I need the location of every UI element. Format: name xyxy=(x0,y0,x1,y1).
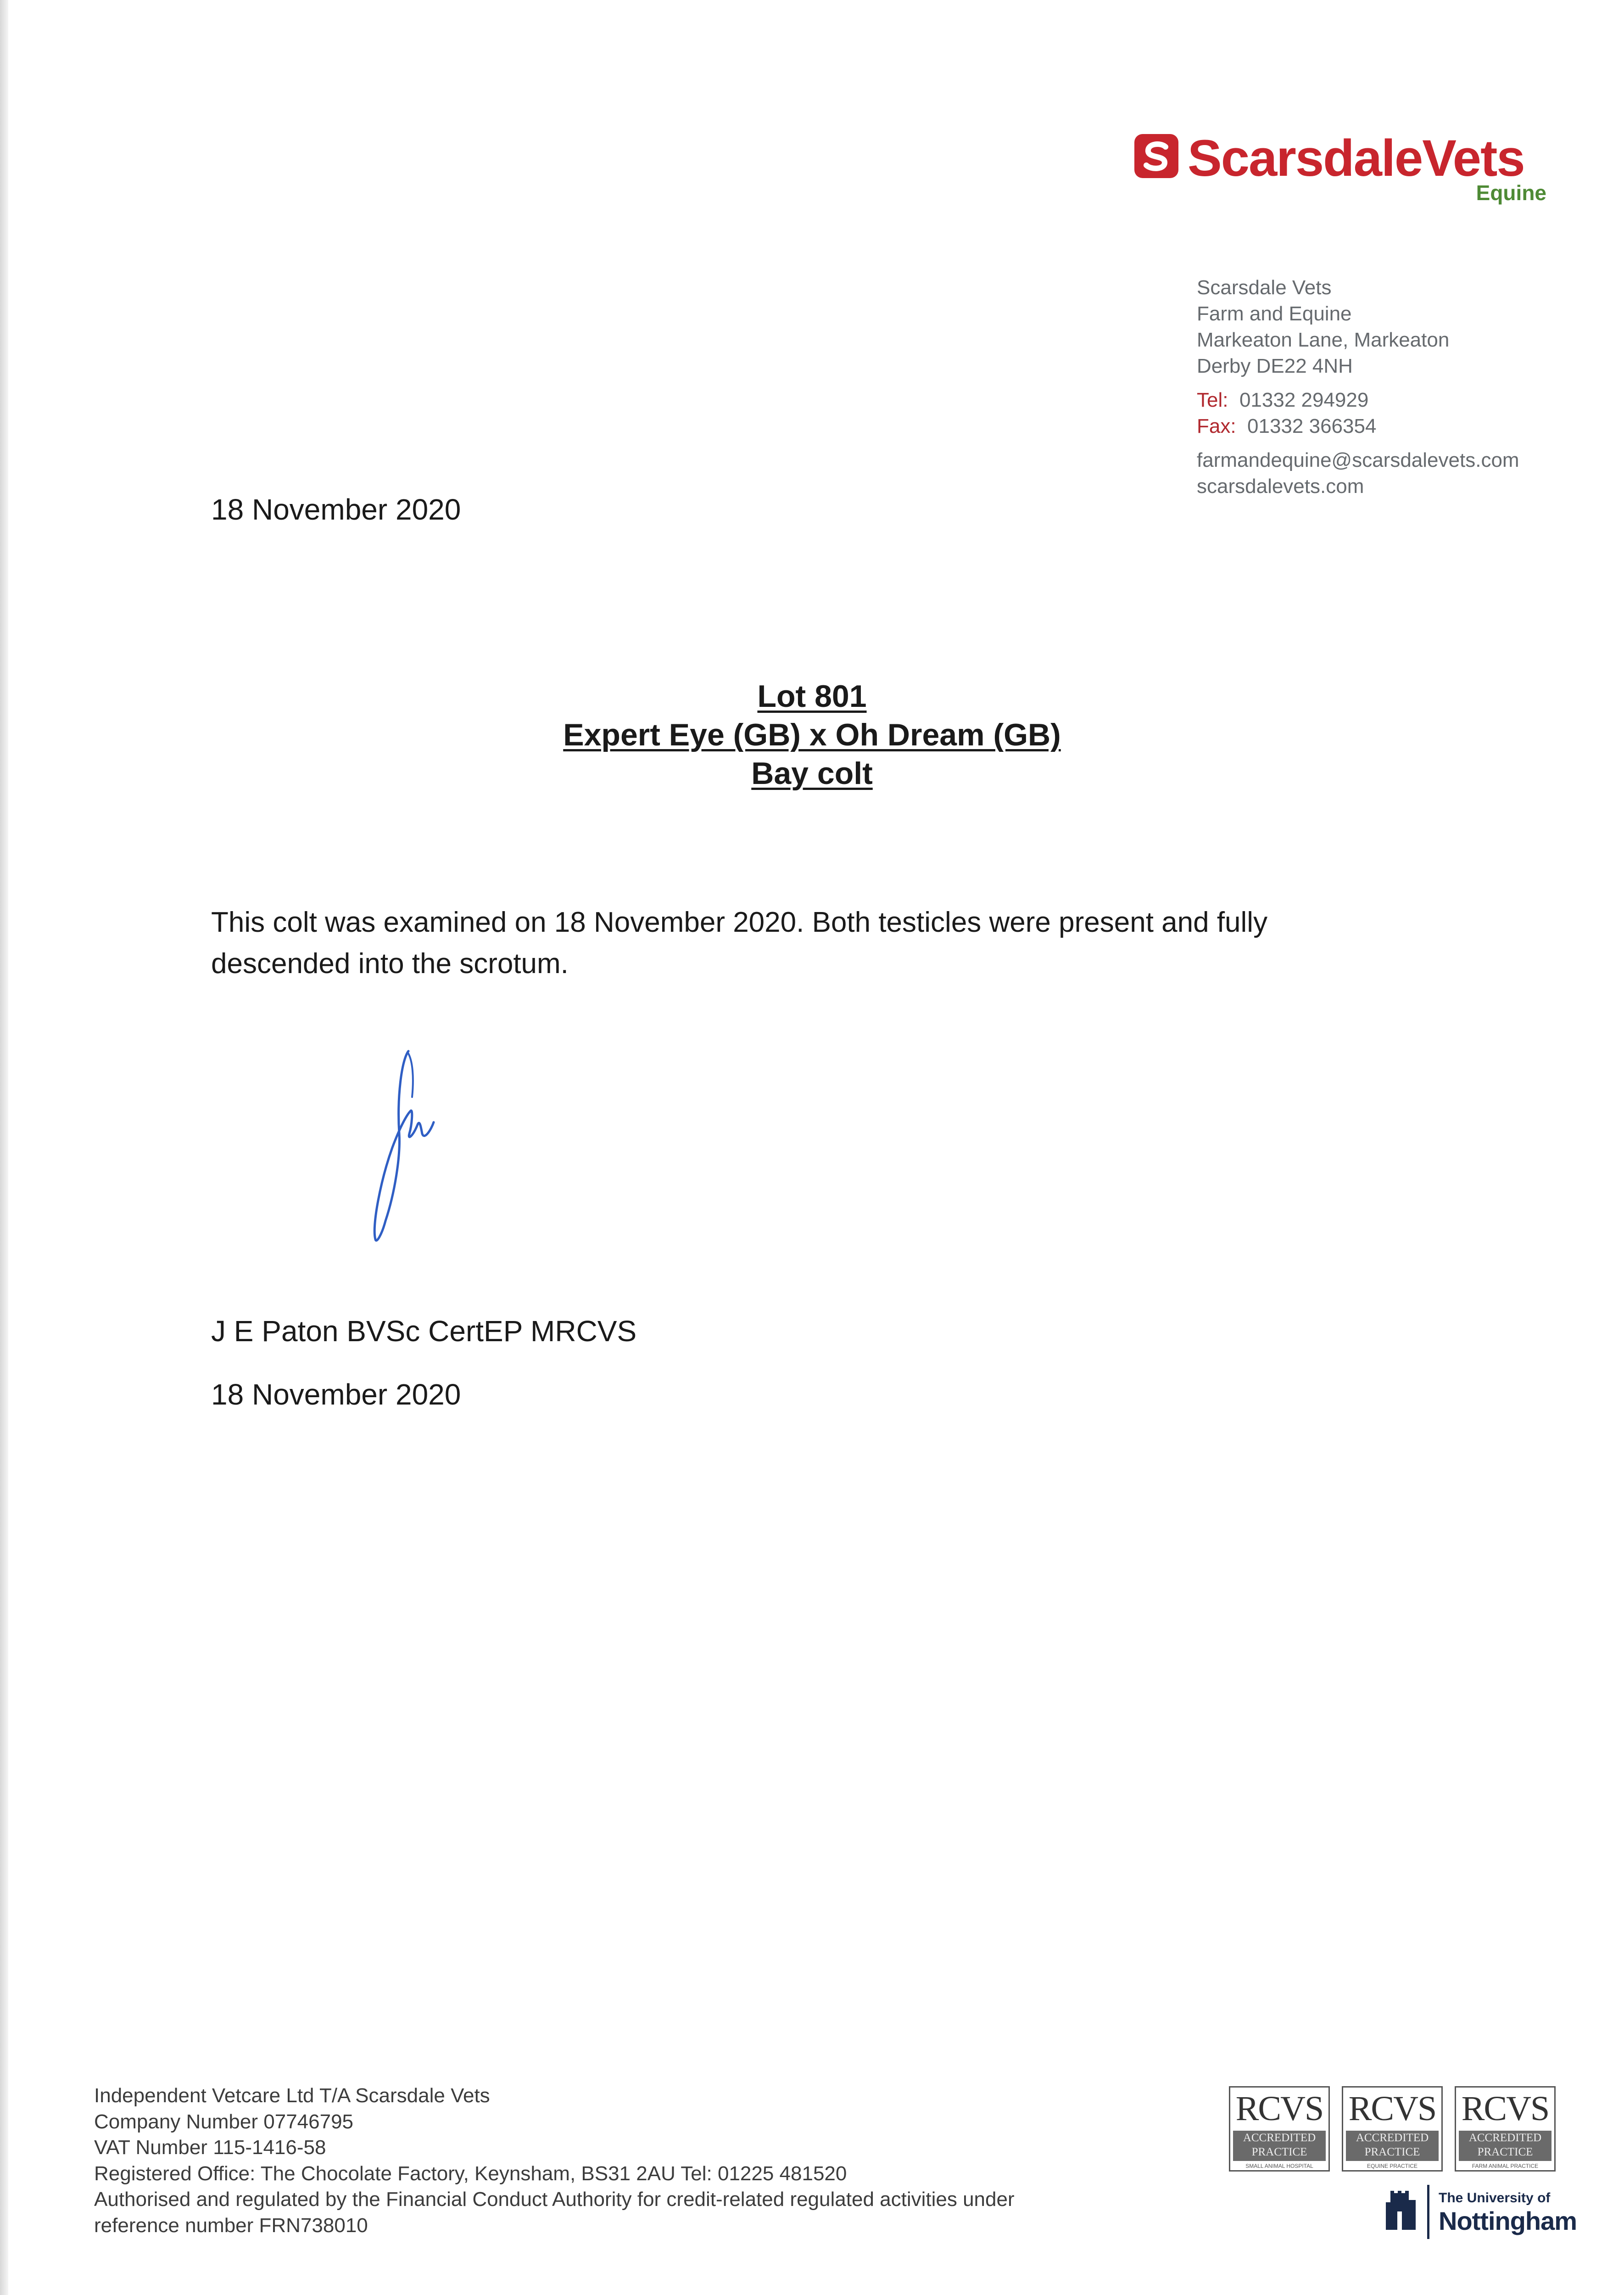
logo-brand-part2: Vets xyxy=(1422,129,1524,187)
heading-breeding: Expert Eye (GB) x Oh Dream (GB) xyxy=(563,717,1061,752)
university-line2: Nottingham xyxy=(1439,2206,1577,2235)
rcvs-badge-title: RCVS xyxy=(1348,2089,1436,2128)
rcvs-badges xyxy=(1229,2086,1556,2172)
footer-line3: VAT Number 115-1416-58 xyxy=(94,2136,326,2159)
body-line1: This colt was examined on 18 November 2020. Both testicles were present and fully xyxy=(211,907,1268,938)
email-address: farmandequine@scarsdalevets.com xyxy=(1197,449,1519,471)
logo-brand-part1: Scarsdale xyxy=(1188,129,1423,187)
footer-line4: Registered Office: The Chocolate Factory, Keynsham, BS31 2AU Tel: 01225 481520 xyxy=(94,2162,847,2185)
rcvs-badge-farm-animal xyxy=(1455,2086,1556,2172)
footer-line6: reference number FRN738010 xyxy=(94,2214,368,2237)
footer-line5: Authorised and regulated by the Financial Conduct Authority for credit-related regulated activities under xyxy=(94,2188,1015,2211)
rcvs-badge-accredited: ACCREDITED PRACTICE xyxy=(1346,2131,1439,2161)
rcvs-badge-accredited: ACCREDITED PRACTICE xyxy=(1233,2131,1326,2161)
university-line1: The University of xyxy=(1439,2190,1551,2205)
letter-heading xyxy=(0,677,1624,793)
fax-number: 01332 366354 xyxy=(1247,415,1377,437)
scarsdale-vets-logo xyxy=(1133,129,1546,211)
address-line3: Markeaton Lane, Markeaton xyxy=(1197,329,1450,351)
address-line1: Scarsdale Vets xyxy=(1197,276,1332,299)
university-crest-icon xyxy=(1381,2189,1423,2234)
letter-body xyxy=(211,902,1404,985)
rcvs-badge-type: FARM ANIMAL PRACTICE xyxy=(1472,2163,1539,2169)
scarsdale-s-mark-icon xyxy=(1133,133,1179,179)
tel-label: Tel: xyxy=(1197,389,1228,411)
rcvs-badge-accredited: ACCREDITED PRACTICE xyxy=(1459,2131,1551,2161)
logo-subtitle: Equine xyxy=(1476,181,1546,205)
logo-brand-name xyxy=(1188,129,1524,188)
address-line2: Farm and Equine xyxy=(1197,302,1352,325)
rcvs-badge-small-animal xyxy=(1229,2086,1330,2172)
signer-name: J E Paton BVSc CertEP MRCVS xyxy=(211,1315,637,1348)
rcvs-badge-type: EQUINE PRACTICE xyxy=(1367,2163,1418,2169)
scan-edge xyxy=(0,0,8,2295)
fax-line xyxy=(1197,413,1519,439)
heading-lot: Lot 801 xyxy=(757,679,867,714)
tel-line xyxy=(1197,387,1519,413)
rcvs-badge-type: SMALL ANIMAL HOSPITAL xyxy=(1245,2163,1313,2169)
letter-date: 18 November 2020 xyxy=(211,493,461,526)
rcvs-badge-equine xyxy=(1342,2086,1443,2172)
university-of-nottingham-logo xyxy=(1381,2185,1577,2240)
body-line2: descended into the scrotum. xyxy=(211,948,569,980)
rcvs-badge-title: RCVS xyxy=(1461,2089,1549,2128)
rcvs-badge-title: RCVS xyxy=(1235,2089,1323,2128)
address-block xyxy=(1197,274,1519,499)
footer-line1: Independent Vetcare Ltd T/A Scarsdale Vets xyxy=(94,2084,490,2107)
website: scarsdalevets.com xyxy=(1197,475,1364,498)
footer-line2: Company Number 07746795 xyxy=(94,2110,354,2133)
footer-company-info xyxy=(94,2083,1015,2239)
address-line4: Derby DE22 4NH xyxy=(1197,355,1353,377)
fax-label: Fax: xyxy=(1197,415,1236,437)
signature-date: 18 November 2020 xyxy=(211,1378,461,1411)
heading-description: Bay colt xyxy=(751,756,873,791)
handwritten-signature xyxy=(349,1042,459,1248)
tel-number: 01332 294929 xyxy=(1239,389,1369,411)
